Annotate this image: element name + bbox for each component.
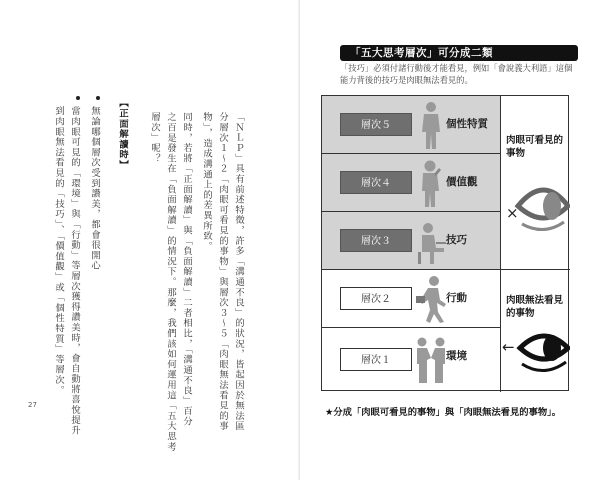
arrow-left-icon: ← <box>502 338 515 356</box>
standing-person-icon <box>414 100 448 150</box>
bullet-text: 當肉眼可見的「環境」與「行動」等層次獲得讚美時，會自動將喜悅提升 <box>69 106 80 436</box>
section-heading: 【正面解讀時】 <box>117 98 128 171</box>
text-column: 分層次１～２「肉眼可看見的事物」與層次３～５「肉眼無法看見的事 <box>217 112 228 432</box>
text-column: 之百是發生在「負面解讀」的情況下。那麼，我們該如何運用這「五大思考 <box>165 112 176 452</box>
figure-caption: ★分成「肉眼可看見的事物」與「肉眼無法看見的事物」。 <box>325 407 562 418</box>
level-row-2 <box>322 270 500 328</box>
text-column: 「ＮＬＰ」具有前述特徵，許多「溝通不良」的狀況，皆起因於無法區 <box>233 112 244 432</box>
level-label: 個性特質 <box>446 118 488 130</box>
bullet-dot <box>76 96 80 100</box>
level-label: 環境 <box>446 350 467 362</box>
level-row-5 <box>322 96 500 154</box>
level-badge: 層次２ <box>340 287 412 310</box>
bullet-text: 無論哪個層次受到讚美，都會很開心 <box>89 106 100 271</box>
level-badge: 層次１ <box>340 348 412 371</box>
level-row-4 <box>322 154 500 212</box>
eye-icon <box>516 324 570 386</box>
level-row-3 <box>322 212 500 270</box>
level-label: 價值觀 <box>446 176 478 188</box>
text-column: 物」，造成溝通上的差異所致。 <box>201 112 212 252</box>
level-label: 技巧 <box>446 234 467 246</box>
intro-text: 「技巧」必須付諸行動後才能看見，例如「會說義大利語」這個能力背後的技巧是肉眼無法看見的。 <box>340 63 573 85</box>
thinking-person-icon <box>414 158 448 208</box>
handshake-people-icon <box>414 334 448 384</box>
level-badge: 層次４ <box>340 171 412 194</box>
page-number: 27 <box>28 401 37 409</box>
levels-diagram <box>321 95 569 391</box>
bullet-dot <box>96 96 100 100</box>
level-label: 行動 <box>446 292 467 304</box>
text-column: 同時，若將「正面解讀」與「負面解讀」二者相比，「溝通不良」百分 <box>181 112 192 427</box>
level-badge: 層次５ <box>340 113 412 136</box>
running-person-icon <box>414 274 448 324</box>
category-divider <box>500 269 570 270</box>
invisible-category-label: 肉眼無法看見的事物 <box>506 295 564 319</box>
bullet-text: 到肉眼無法看見的「技巧」、「價值觀」或「個性特質」等層次。 <box>53 106 64 396</box>
page-title: 「五大思考層次」可分成二類 <box>350 47 493 59</box>
seated-working-person-icon <box>414 216 448 266</box>
right-page <box>300 0 600 480</box>
level-badge: 層次３ <box>340 229 412 252</box>
x-mark: × <box>506 204 519 222</box>
eye-icon <box>514 166 570 266</box>
column-divider <box>500 96 501 392</box>
level-row-1 <box>322 328 500 390</box>
visible-category-label: 肉眼可看見的事物 <box>506 135 564 159</box>
text-column: 層次」呢？ <box>149 112 160 164</box>
